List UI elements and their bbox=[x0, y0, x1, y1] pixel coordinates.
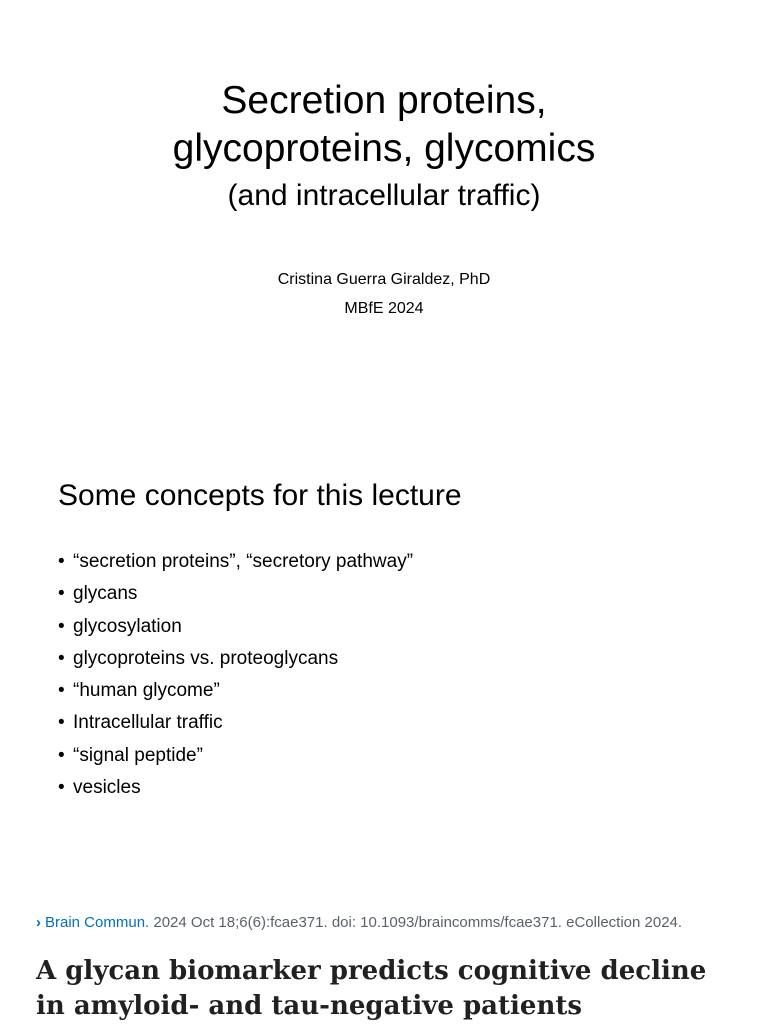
bullet-icon: • bbox=[58, 777, 65, 799]
concepts-slide bbox=[0, 430, 768, 890]
list-item-text: “human glycome” bbox=[73, 680, 220, 702]
list-item bbox=[58, 581, 413, 613]
bullet-icon: • bbox=[58, 583, 65, 605]
course-name: MBfE 2024 bbox=[344, 300, 424, 317]
slide-title bbox=[0, 77, 768, 173]
concepts-list bbox=[58, 549, 413, 807]
list-item-text: glycosylation bbox=[73, 615, 182, 637]
slide-subtitle: (and intracellular traffic) bbox=[227, 179, 541, 212]
title-slide bbox=[0, 0, 768, 430]
list-item-text: vesicles bbox=[73, 777, 141, 799]
citation-details: 2024 Oct 18;6(6):fcae371. doi: 10.1093/braincomms/fcae371. eCollection 2024. bbox=[153, 914, 683, 931]
bullet-icon: • bbox=[58, 744, 65, 766]
list-item bbox=[58, 614, 413, 646]
list-item bbox=[58, 743, 413, 775]
list-item bbox=[58, 646, 413, 678]
article-slide bbox=[0, 890, 768, 1024]
list-item bbox=[58, 775, 413, 807]
list-item bbox=[58, 710, 413, 742]
author-name: Cristina Guerra Giraldez, PhD bbox=[277, 271, 491, 288]
list-item-text: glycoproteins vs. proteoglycans bbox=[73, 647, 339, 669]
chevron-right-icon[interactable]: › bbox=[36, 914, 41, 931]
article-title: A glycan biomarker predicts cognitive decline in amyloid- and tau-negative patients bbox=[36, 956, 707, 1021]
concepts-title: Some concepts for this lecture bbox=[58, 479, 462, 512]
bullet-icon: • bbox=[58, 551, 65, 572]
citation-line bbox=[36, 913, 682, 933]
slide-title-line-2: glycoproteins, glycomics bbox=[172, 127, 596, 170]
bullet-icon: • bbox=[58, 615, 65, 637]
list-item-text: “secretion proteins”, “secretory pathway” bbox=[73, 551, 414, 572]
bullet-icon: • bbox=[58, 712, 65, 734]
slide-title-line-1: Secretion proteins, bbox=[221, 79, 547, 122]
list-item-text: glycans bbox=[73, 583, 138, 605]
list-item-text: Intracellular traffic bbox=[73, 712, 223, 734]
list-item bbox=[58, 549, 413, 581]
journal-link[interactable]: Brain Commun. bbox=[45, 914, 150, 931]
list-item bbox=[58, 678, 413, 710]
bullet-icon: • bbox=[58, 680, 65, 702]
list-item-text: “signal peptide” bbox=[73, 744, 203, 766]
bullet-icon: • bbox=[58, 647, 65, 669]
